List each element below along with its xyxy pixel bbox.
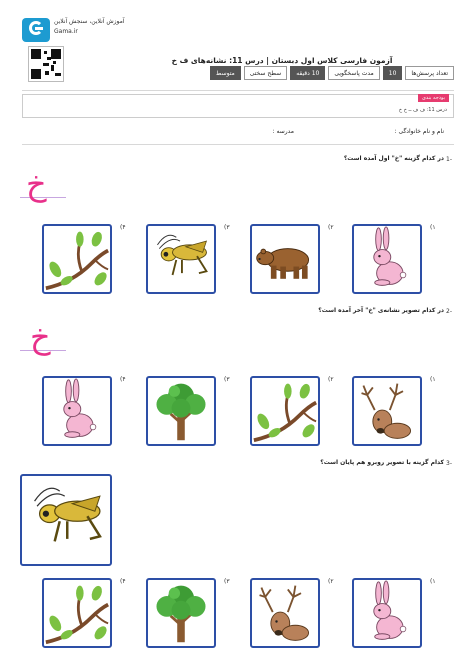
meta-duration-label: مدت پاسخگویی — [328, 66, 379, 80]
option-number: (۱ — [430, 376, 436, 383]
option-number: (۳ — [224, 376, 230, 383]
option-card[interactable] — [42, 376, 112, 446]
syllabus-tag: بودجه بندی — [418, 94, 449, 102]
option-card[interactable] — [42, 224, 112, 294]
meta-questions-value: 10 — [383, 66, 403, 80]
option-card[interactable] — [42, 578, 112, 648]
header — [22, 14, 454, 90]
prompt-image-card — [20, 474, 112, 566]
option-card[interactable] — [250, 578, 320, 648]
page-title: آزمون فارسی کلاس اول دبستان | درس 11: نشانه‌های ف خ — [171, 56, 393, 65]
meta-duration-value: 10 دقیقه — [290, 66, 325, 80]
option-number: (۳ — [224, 578, 230, 585]
question-text: در کدام گزینه "خ" اول آمده است؟ — [343, 155, 444, 162]
divider — [22, 144, 454, 145]
brand-url[interactable]: Gama.ir — [54, 28, 78, 35]
divider — [22, 90, 454, 91]
letter-sample: خ — [30, 318, 51, 356]
option-card[interactable] — [352, 578, 422, 648]
option-number: (۲ — [328, 376, 334, 383]
question-number: 3- — [446, 460, 452, 467]
meta-row — [118, 66, 454, 80]
option-card[interactable] — [352, 224, 422, 294]
option-number: (۲ — [328, 224, 334, 231]
option-number: (۱ — [430, 224, 436, 231]
option-number: (۲ — [328, 578, 334, 585]
gama-logo-icon — [22, 18, 50, 42]
option-card[interactable] — [250, 224, 320, 294]
option-number: (۱ — [430, 578, 436, 585]
option-card[interactable] — [146, 578, 216, 648]
question-text: کدام گزینه با تصویر روبرو هم پایان است؟ — [320, 459, 444, 466]
option-card[interactable] — [146, 224, 216, 294]
question-number: 1- — [446, 156, 452, 163]
option-card[interactable] — [352, 376, 422, 446]
option-card[interactable] — [250, 376, 320, 446]
student-info — [22, 126, 454, 140]
qr-code-icon[interactable] — [28, 46, 64, 82]
option-number: (۴ — [120, 224, 126, 231]
meta-difficulty-label: سطح سختی — [244, 66, 287, 80]
syllabus-box — [22, 94, 454, 118]
question-number: 2- — [446, 308, 452, 315]
question-text: در کدام تصویر نشانه‌ی "خ" آخر آمده است؟ — [318, 307, 444, 314]
school-label: مدرسه : — [272, 128, 294, 135]
option-card[interactable] — [146, 376, 216, 446]
option-number: (۳ — [224, 224, 230, 231]
brand-text: آموزش آنلاین، سنجش آنلاین — [54, 18, 125, 25]
meta-difficulty-value: متوسط — [210, 66, 241, 80]
letter-sample: خ — [26, 165, 47, 203]
name-label: نام و نام خانوادگی : — [394, 128, 444, 135]
option-number: (۴ — [120, 376, 126, 383]
meta-questions-label: تعداد پرسش‌ها — [405, 66, 454, 80]
syllabus-text: درس 11: ف ف ــ خ خ — [398, 107, 447, 113]
option-number: (۴ — [120, 578, 126, 585]
